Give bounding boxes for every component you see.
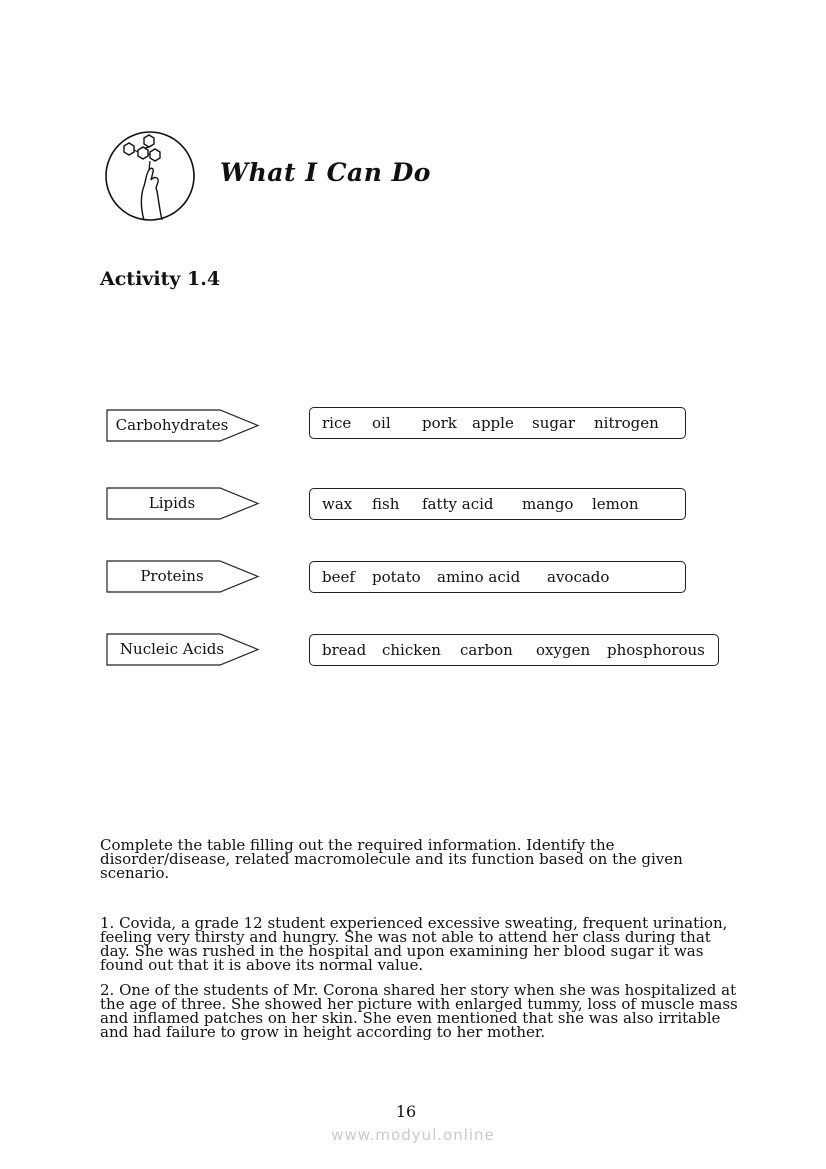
item-word: fish <box>372 495 400 513</box>
item-word: fatty acid <box>422 495 494 513</box>
item-word: beef <box>322 568 355 586</box>
category-label-text: Lipids <box>148 494 196 512</box>
item-word: bread <box>322 641 367 659</box>
item-word: rice <box>322 414 352 432</box>
scenario-1: 1. Covida, a grade 12 student experienced excessive sweating, frequent urination, feeling very thirsty and hungry. She was not able to attend her class during that day. She was rushed in the hospital and upon examining her blood sugar it was found out that it is above its normal value. <box>100 914 728 974</box>
item-word: avocado <box>547 568 610 586</box>
item-word: carbon <box>460 641 513 659</box>
items-box-lipids <box>309 488 686 520</box>
item-word: amino acid <box>437 568 521 586</box>
page-number: 16 <box>395 1102 417 1121</box>
item-word: phosphorous <box>607 641 705 659</box>
instructions-text: Complete the table filling out the required information. Identify the disorder/disease, related macromolecule and its function based on the given scenario. <box>100 836 683 882</box>
category-label-lipids <box>106 487 260 520</box>
section-heading: What I Can Do <box>220 158 431 187</box>
category-label-text: Proteins <box>140 567 204 585</box>
item-word: wax <box>322 495 353 513</box>
items-box-nucleic-acids <box>309 634 719 666</box>
scenario-2: 2. One of the students of Mr. Corona shared her story when she was hospitalized at the age of three. She showed her picture with enlarged tummy, loss of muscle mass and inflamed patches on her skin. She even mentioned that she was also irritable and had failure to grow in height according to her mother. <box>100 981 738 1041</box>
category-label-proteins <box>106 560 260 593</box>
category-label-carbohydrates <box>106 409 260 442</box>
items-box-proteins <box>309 561 686 593</box>
item-word: potato <box>372 568 421 586</box>
activity-title: Activity 1.4 <box>100 268 221 290</box>
watermark: www.modyul.online <box>331 1126 495 1144</box>
item-word: oil <box>372 414 391 432</box>
item-word: pork <box>422 414 457 432</box>
item-word: apple <box>472 414 514 432</box>
item-word: chicken <box>382 641 441 659</box>
item-word: nitrogen <box>594 414 659 432</box>
item-word: mango <box>522 495 574 513</box>
items-box-carbohydrates <box>309 407 686 439</box>
category-label-text: Carbohydrates <box>115 416 229 434</box>
molecule-hand-icon <box>104 130 196 222</box>
item-word: oxygen <box>536 641 591 659</box>
item-word: sugar <box>532 414 576 432</box>
item-word: lemon <box>592 495 639 513</box>
category-label-text: Nucleic Acids <box>119 640 225 658</box>
category-label-nucleic-acids <box>106 633 260 666</box>
